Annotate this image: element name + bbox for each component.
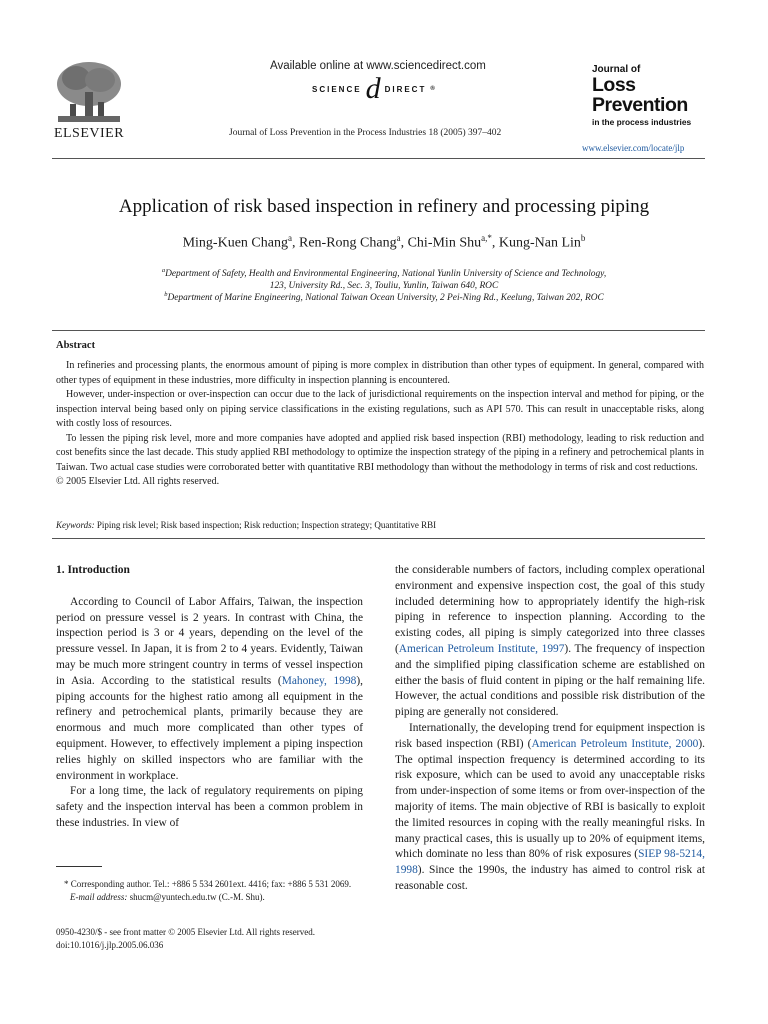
author-name: Ming-Kuen Chang xyxy=(182,235,288,251)
jlp-journal-of: Journal of xyxy=(592,64,641,75)
citation-link[interactable]: American Petroleum Institute, 2000 xyxy=(531,737,699,750)
body-paragraph xyxy=(395,721,705,895)
front-matter xyxy=(56,926,366,952)
paragraph-text: ). Since the 1990s, the industry has aimed to control risk at reasonable cost. xyxy=(395,864,705,892)
paragraph-text: ), piping accounts for the highest ratio among all equipment in the refinery and petrochemical plants, primarily because they are enormous and much more complicated than other types of equipment. However, to effectively implement a piping inspection relies highly on skilled inspectors who are familiar with the environment in workplace. xyxy=(56,674,363,782)
sd-science-word: SCIENCE xyxy=(312,84,362,94)
affiliation-b-line: Department of Marine Engineering, National Taiwan Ocean University, 2 Pei-Ning Rd., Keelung, Taiwan 202, ROC xyxy=(167,293,604,304)
jlp-subtitle: in the process industries xyxy=(592,117,692,127)
paragraph-text: According to Council of Labor Affairs, Taiwan, the inspection period on pressure vessel is 2 years. In contrast with China, the inspection period is 3 or 4 years, depending on the level of the pressure vessel. In Japan, it is from 2 to 4 years. Evidently, Taiwan may be much more stringent country in terms of vessel inspection in Asia. According to the statistical results ( xyxy=(56,595,363,687)
author-name: Chi-Min Shu xyxy=(407,235,482,251)
keywords-text: Piping risk level; Risk based inspection; Risk reduction; Inspection strategy; Quantitative RBI xyxy=(94,520,437,530)
keywords-divider xyxy=(52,538,705,539)
abstract-paragraph: However, under-inspection or over-inspection can occur due to the lack of jurisdictional requirements on the inspection interval and method for piping, or the inspection interval being based only on piping service classifications in the existing regulations, such as API 570. This can result in unacceptable risks, along with costly loss of resources. xyxy=(56,389,704,429)
abstract-body xyxy=(56,359,704,490)
left-column xyxy=(56,563,363,832)
abstract-paragraph: To lessen the piping risk level, more and more companies have adopted and applied risk based inspection (RBI) methodology, leading to risk reduction and cost benefits since the last decade. This study applied RBI methodology to optimize the inspection strategy of the piping in a refinery and petrochemical plants in Taiwan. Two actual case studies were corroborated better with quantitative RBI methodology than without the methodology in terms of risk and cost reductions. xyxy=(56,432,704,473)
paragraph-text: ). The optimal inspection frequency is determined according to its risk exposure, which can be used to avoid any unacceptable risks from under-inspection of some items or from over-inspection of the majority of items. The main objective of RBI is basically to exploit the limited resources in coping with the really meaningful risks. In many practical cases, this is usually up to 20% of equipment items, which dominate no less than 80% of risk exposures ( xyxy=(395,737,705,861)
affiliation-a-line1: Department of Safety, Health and Environmental Engineering, National Yunlin University of Science and Technology, xyxy=(165,269,607,280)
author-name: Kung-Nan Lin xyxy=(498,235,581,251)
sd-registered-mark: ® xyxy=(430,86,437,92)
keywords-label: Keywords: xyxy=(56,520,95,530)
author-affil-mark: a xyxy=(396,233,401,243)
author-name: Ren-Rong Chang xyxy=(298,235,397,251)
citation-link[interactable]: SIEP 98-5214, 1998 xyxy=(395,848,705,877)
publisher-name: ELSEVIER xyxy=(53,126,125,141)
affiliation-a-mark: a xyxy=(161,267,166,274)
footnote xyxy=(56,878,366,904)
doi-line: doi:10.1016/j.jlp.2005.06.036 xyxy=(56,940,164,950)
paragraph-text: the considerable numbers of factors, including complex operational environment and expensive inspection cost, the goal of this study included determining how to appropriately identify the high-risk piping in reference to inspection planning. According to the existing codes, all piping is simply categorized into three classes ( xyxy=(395,564,705,655)
keywords xyxy=(56,520,436,530)
author-affil-mark: a xyxy=(287,233,292,243)
author-affil-mark: b xyxy=(580,233,586,243)
email-value: shucm@yuntech.edu.tw (C.-M. Shu). xyxy=(127,892,265,902)
email-label: E-mail address: xyxy=(70,892,128,902)
author-separator: , xyxy=(291,235,299,251)
abstract-heading: Abstract xyxy=(56,340,96,351)
email-note xyxy=(56,891,366,904)
journal-url-link[interactable]: www.elsevier.com/locate/jlp xyxy=(582,143,685,153)
sd-direct-word: DIRECT xyxy=(384,84,427,94)
abstract-copyright: © 2005 Elsevier Ltd. All rights reserved. xyxy=(56,476,220,487)
body-paragraph: For a long time, the lack of regulatory requirements on piping safety and the inspection interval has been a common problem in these industries. In view of xyxy=(56,785,363,829)
journal-citation: Journal of Loss Prevention in the Process Industries 18 (2005) 397–402 xyxy=(229,128,502,138)
affiliation-a-line2: 123, University Rd., Sec. 3, Touliu, Yunlin, Taiwan 640, ROC xyxy=(269,281,499,292)
section-heading: 1. Introduction xyxy=(56,564,130,576)
jlp-prevention: Prevention xyxy=(592,94,688,116)
header-divider xyxy=(52,158,705,159)
available-online-text: Available online at www.sciencedirect.com xyxy=(270,60,486,72)
front-matter-line: 0950-4230/$ - see front matter © 2005 Elsevier Ltd. All rights reserved. xyxy=(56,927,316,937)
citation-link[interactable]: American Petroleum Institute, 1997 xyxy=(398,642,565,655)
body-paragraph xyxy=(56,595,363,785)
abstract-divider xyxy=(52,330,705,331)
affiliation-b-mark: b xyxy=(164,291,168,298)
citation-link[interactable]: Mahoney, 1998 xyxy=(281,674,357,687)
footnote-divider xyxy=(56,866,102,867)
jlp-loss: Loss xyxy=(592,74,636,96)
sciencedirect-logo xyxy=(312,72,437,105)
affiliation-a xyxy=(0,265,768,292)
author-affil-mark: a,* xyxy=(481,233,492,243)
journal-logo xyxy=(592,64,710,127)
right-column xyxy=(395,563,705,895)
author-separator: , xyxy=(400,235,408,251)
paragraph-text: ). The frequency of inspection and the simplified piping classification scheme are established on either the basis of fluid content in piping or the half remaining life. However, the actual conditions and possible risk distribution of the piping are generally not considered. xyxy=(395,642,705,719)
paper-title: Application of risk based inspection in refinery and processing piping xyxy=(118,196,650,217)
sd-at-mark: d xyxy=(365,72,381,105)
author-separator: , xyxy=(491,235,499,251)
corresponding-author-note: * Corresponding author. Tel.: +886 5 534 2601ext. 4416; fax: +886 5 531 2069. xyxy=(64,879,352,889)
affiliation-b xyxy=(0,291,768,303)
body-paragraph xyxy=(395,563,705,721)
abstract-paragraph: In refineries and processing plants, the enormous amount of piping is more complex in distribution than other types of equipment. In general, compared with other types of equipment in these industries, more difficulty in inspection planning is encountered. xyxy=(56,360,704,386)
paragraph-text: Internationally, the developing trend for equipment inspection is risk based inspection (RBI) ( xyxy=(395,721,705,750)
author-list xyxy=(0,233,768,252)
